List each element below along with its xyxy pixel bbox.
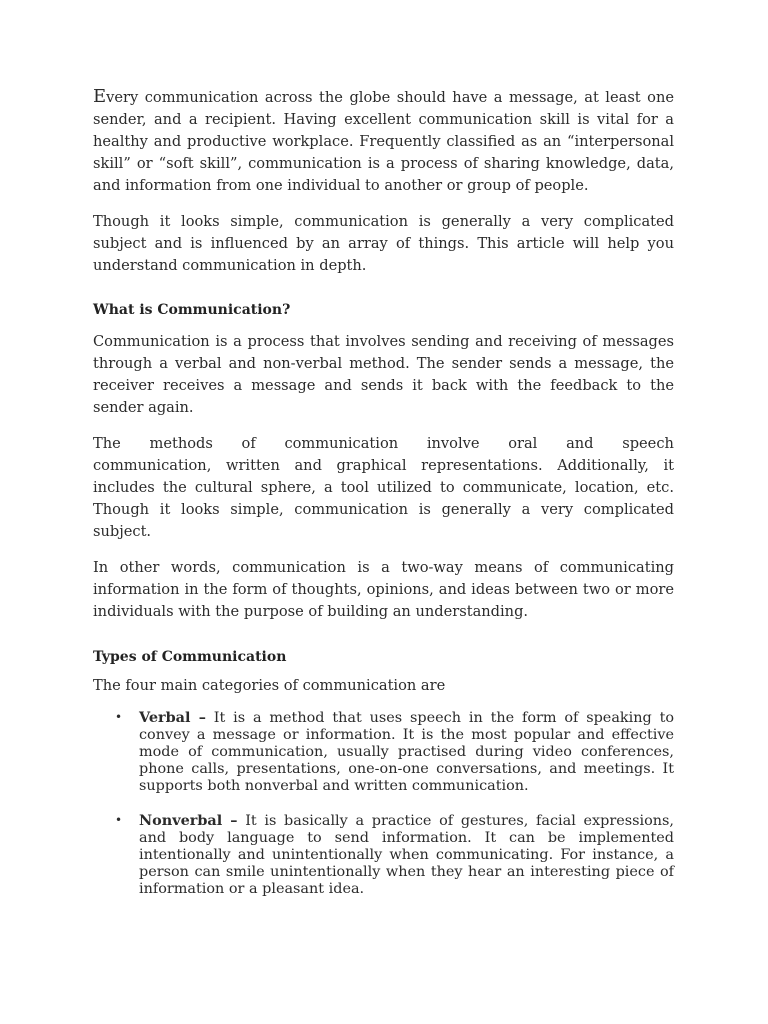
what-paragraph-1: Communication is a process that involves sending and receiving of messages through a verbal and non-verbal method. The sender sends a message, the receiver receives a message and sends it back with the feedback to the sender again. bbox=[93, 333, 674, 416]
intro-paragraph-1 bbox=[93, 86, 674, 197]
heading-what-is-communication: What is Communication? bbox=[93, 302, 291, 318]
methods-word: and bbox=[566, 435, 594, 452]
methods-word: The bbox=[93, 435, 121, 452]
document-page bbox=[93, 86, 674, 915]
methods-line-1 bbox=[93, 433, 674, 455]
list-item-term: Verbal – bbox=[139, 709, 206, 726]
list-item-term: Nonverbal – bbox=[139, 812, 238, 829]
drop-letter: E bbox=[93, 86, 107, 107]
list-item-text: It is basically a practice of gestures, facial expressions, and body language to send information. It can be implemented intentionally and unintentionally when communicating. For instance, a person can smile unintentionally when they hear an interesting piece of information or a pleasant idea. bbox=[139, 813, 674, 897]
bullet-icon: • bbox=[115, 710, 123, 724]
methods-word: methods bbox=[149, 435, 213, 452]
methods-paragraph-rest: communication, written and graphical representations. Additionally, it includes the cultural sphere, a tool utilized to communicate, location, etc. Though it looks simple, communication is generally a very complicated subject. bbox=[93, 457, 674, 540]
bullet-icon: • bbox=[115, 813, 123, 827]
list-item-nonverbal bbox=[115, 812, 674, 898]
methods-word: involve bbox=[426, 435, 480, 452]
methods-word: communication bbox=[284, 435, 399, 452]
methods-word: of bbox=[241, 435, 256, 452]
types-list bbox=[93, 709, 674, 898]
list-item-text: It is a method that uses speech in the form of speaking to convey a message or information. It is the most popular and effective mode of communication, usually practised during video conferences, phone calls, presentations, one-on-one conversations, and meetings. It supports both nonverbal and written communication. bbox=[139, 710, 675, 794]
intro-paragraph-1-text: very communication across the globe should have a message, at least one sender, and a recipient. Having excellent communication skill is vital for a healthy and productive workplace. Frequently classified as an “interpersonal skill” or “soft skill”, communication is a process of sharing knowledge, data, and information from one individual to another or group of people. bbox=[93, 89, 674, 194]
what-paragraph-3: In other words, communication is a two-way means of communicating information in the form of thoughts, opinions, and ideas between two or more individuals with the purpose of building an understanding. bbox=[93, 559, 674, 620]
methods-paragraph bbox=[93, 433, 674, 543]
types-intro: The four main categories of communication are bbox=[93, 677, 446, 694]
intro-paragraph-2: Though it looks simple, communication is generally a very complicated subject and is influenced by an array of things. This article will help you understand communication in depth. bbox=[93, 213, 674, 274]
methods-word: oral bbox=[508, 435, 538, 452]
methods-word: speech bbox=[622, 435, 674, 452]
heading-types-of-communication: Types of Communication bbox=[93, 649, 287, 665]
list-item-verbal bbox=[115, 709, 675, 795]
